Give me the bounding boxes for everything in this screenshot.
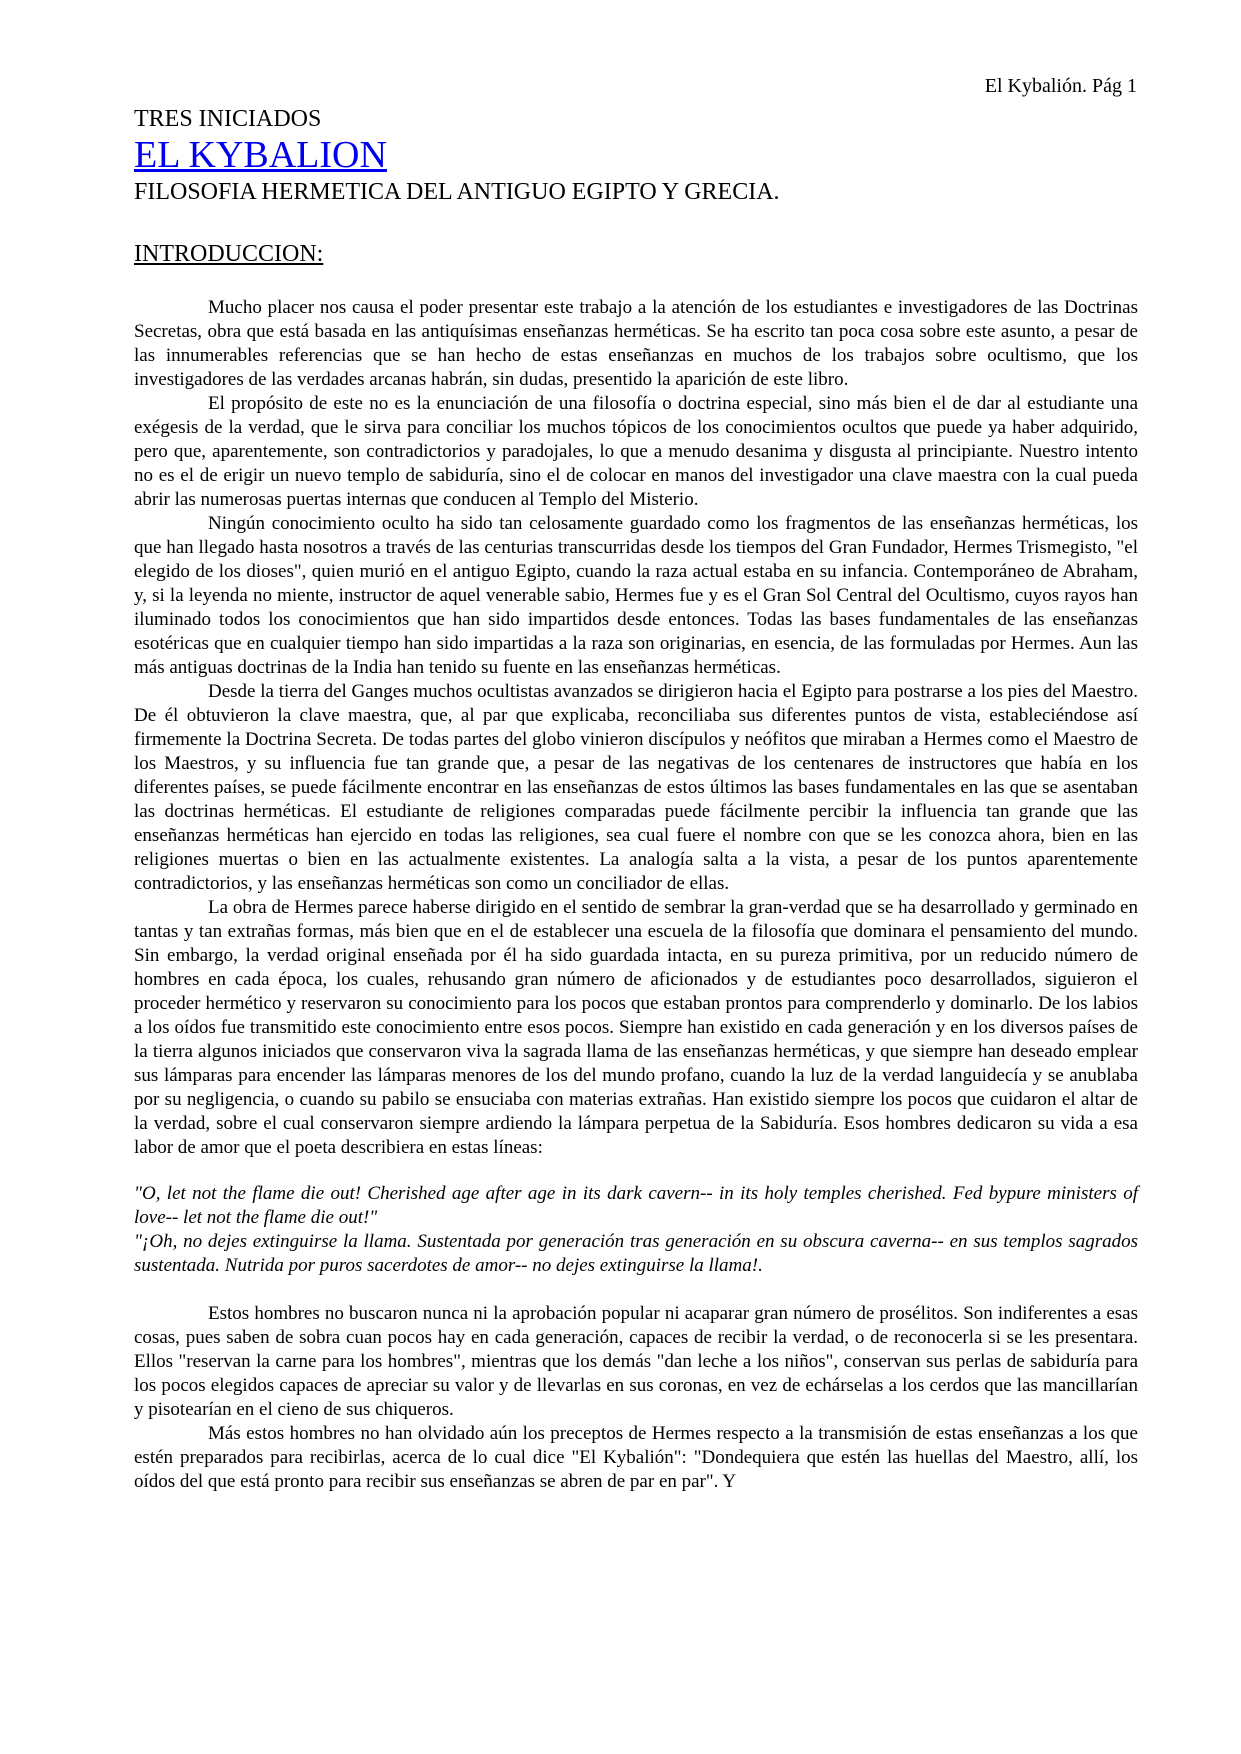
paragraph: La obra de Hermes parece haberse dirigido en el sentido de sembrar la gran-verdad que se ha desarrollado y germinado en tantas y tan extrañas formas, más bien que en el de establecer una escuela de la filosofía que dominara el pensamiento del mundo. Sin embargo, la verdad original enseñada por él ha sido guardada intacta, en su pureza primitiva, por un reducido número de hombres en cada época, los cuales, rehusando gran número de aficionados y de estudiantes poco desarrollados, siguieron el proceder hermético y reservaron su conocimiento para los pocos que estaban prontos para comprenderlo y dominarlo. De los labios a los oídos fue transmitido este conocimiento entre esos pocos. Siempre han existido en cada generación y en los diversos países de la tierra algunos iniciados que conservaron viva la sagrada llama de las enseñanzas herméticas, y que siempre han deseado emplear sus lámparas para encender las lámparas menores de los del mundo profano, cuando la luz de la verdad languidecía y se anublaba por su negligencia, o cuando su pabilo se ensuciaba con materias extrañas. Han existido siempre los pocos que cuidaron el altar de la verdad, sobre el cual conservaron siempre ardiendo la lámpara perpetua de la Sabiduría. Esos hombres dedicaron su vida a esa labor de amor que el poeta describiera en estas líneas: bbox=[134, 897, 1138, 1158]
paragraph: Ningún conocimiento oculto ha sido tan celosamente guardado como los fragmentos de las enseñanzas herméticas, los que han llegado hasta nosotros a través de las centurias transcurridas desde los tiempos del Gran Fundador, Hermes Trismegisto, "el elegido de los dioses", quien murió en el antiguo Egipto, cuando la raza actual estaba en su infancia. Contemporáneo de Abraham, y, si la leyenda no miente, instructor de aquel venerable sabio, Hermes fue y es el Gran Sol Central del Ocultismo, cuyos rayos han iluminado todos los conocimientos que han sido impartidos desde entonces. Todas las bases fundamentales de las enseñanzas esotéricas que en cualquier tiempo han sido impartidas a la raza son originarias, en esencia, de las formuladas por Hermes. Aun las más antiguas doctrinas de la India han tenido su fuente en las enseñanzas herméticas. bbox=[134, 513, 1138, 678]
section-heading: INTRODUCCION: bbox=[134, 241, 324, 267]
paragraph: Estos hombres no buscaron nunca ni la aprobación popular ni acaparar gran número de prosélitos. Son indiferentes a esas cosas, pues saben de sobra cuan pocos hay en cada generación, capaces de recibir la verdad, o de reconocerla si se les presentara. Ellos "reservan la carne para los hombres", mientras que los demás "dan leche a los niños", conservan sus perlas de sabiduría para los pocos elegidos capaces de apreciar su valor y de llevarlas en sus coronas, en vez de echárselas a los cerdos que las mancillarían y pisotearían en el cieno de sus chiqueros. bbox=[134, 1303, 1138, 1420]
subtitle: FILOSOFIA HERMETICA DEL ANTIGUO EGIPTO Y GRECIA. bbox=[134, 179, 780, 205]
document-content bbox=[134, 104, 1138, 1494]
paragraph: Desde la tierra del Ganges muchos ocultistas avanzados se dirigieron hacia el Egipto para postrarse a los pies del Maestro. De él obtuvieron la clave maestra, que, al par que explicaba, reconciliaba sus diferentes puntos de vista, estableciéndose así firmemente la Doctrina Secreta. De todas partes del globo vinieron discípulos y neófitos que miraban a Hermes como el Maestro de los Maestros, y su influencia fue tan grande que, a pesar de las negativas de los centenares de instructores que había en los diferentes países, se puede fácilmente encontrar en las enseñanzas de estos últimos las bases fundamentales en las que se asentaban las doctrinas herméticas. El estudiante de religiones comparadas puede fácilmente percibir la influencia tan grande que las enseñanzas herméticas han ejercido en todas las religiones, sea cual fuere el nombre con que se les conozca ahora, bien en las religiones muertas o bien en las actualmente existentes. La analogía salta a la vista, a pesar de los puntos aparentemente contradictorios, y las enseñanzas herméticas son como un conciliador de ellas. bbox=[134, 681, 1138, 894]
author-line: TRES INICIADOS bbox=[134, 106, 322, 132]
quote-spanish: "¡Oh, no dejes extinguirse la llama. Sustentada por generación tras generación en su obscura caverna-- en sus templos sagrados sustentada. Nutrida por puros sacerdotes de amor-- no dejes extinguirse la llama!. bbox=[134, 1231, 1138, 1276]
paragraph: Más estos hombres no han olvidado aún los preceptos de Hermes respecto a la transmisión de estas enseñanzas a los que estén preparados para recibirlas, acerca de lo cual dice "El Kybalión": "Dondequiera que estén las huellas del Maestro, allí, los oídos del que está pronto para recibir sus enseñanzas se abren de par en par". Y bbox=[134, 1423, 1138, 1492]
paragraph: El propósito de este no es la enunciación de una filosofía o doctrina especial, sino más bien el de dar al estudiante una exégesis de la verdad, que le sirva para conciliar los muchos tópicos de los conocimientos ocultos que puede ya haber adquirido, pero que, aparentemente, son contradictorios y paradojales, lo que a menudo desanima y disgusta al principiante. Nuestro intento no es el de erigir un nuevo templo de sabiduría, sino el de colocar en manos del investigador una clave maestra con la cual pueda abrir las numerosas puertas internas que conducen al Templo del Misterio. bbox=[134, 393, 1138, 510]
page-header: El Kybalión. Pág 1 bbox=[984, 75, 1137, 97]
quote-english: "O, let not the flame die out! Cherished age after age in its dark cavern-- in its holy temples cherished. Fed bypure ministers of love-- let not the flame die out!" bbox=[134, 1183, 1138, 1228]
paragraph: Mucho placer nos causa el poder presentar este trabajo a la atención de los estudiantes e investigadores de las Doctrinas Secretas, obra que está basada en las antiquísimas enseñanzas herméticas. Se ha escrito tan poca cosa sobre este asunto, a pesar de las innumerables referencias que se han hecho de estas enseñanzas en muchos de los trabajos sobre ocultismo, que los investigadores de las verdades arcanas habrán, sin dudas, presentido la aparición de este libro. bbox=[134, 297, 1138, 390]
closing-section bbox=[134, 1302, 1138, 1494]
title-link[interactable]: EL KYBALION bbox=[134, 134, 387, 176]
quote-block bbox=[134, 1182, 1138, 1278]
body-text bbox=[134, 296, 1138, 1494]
